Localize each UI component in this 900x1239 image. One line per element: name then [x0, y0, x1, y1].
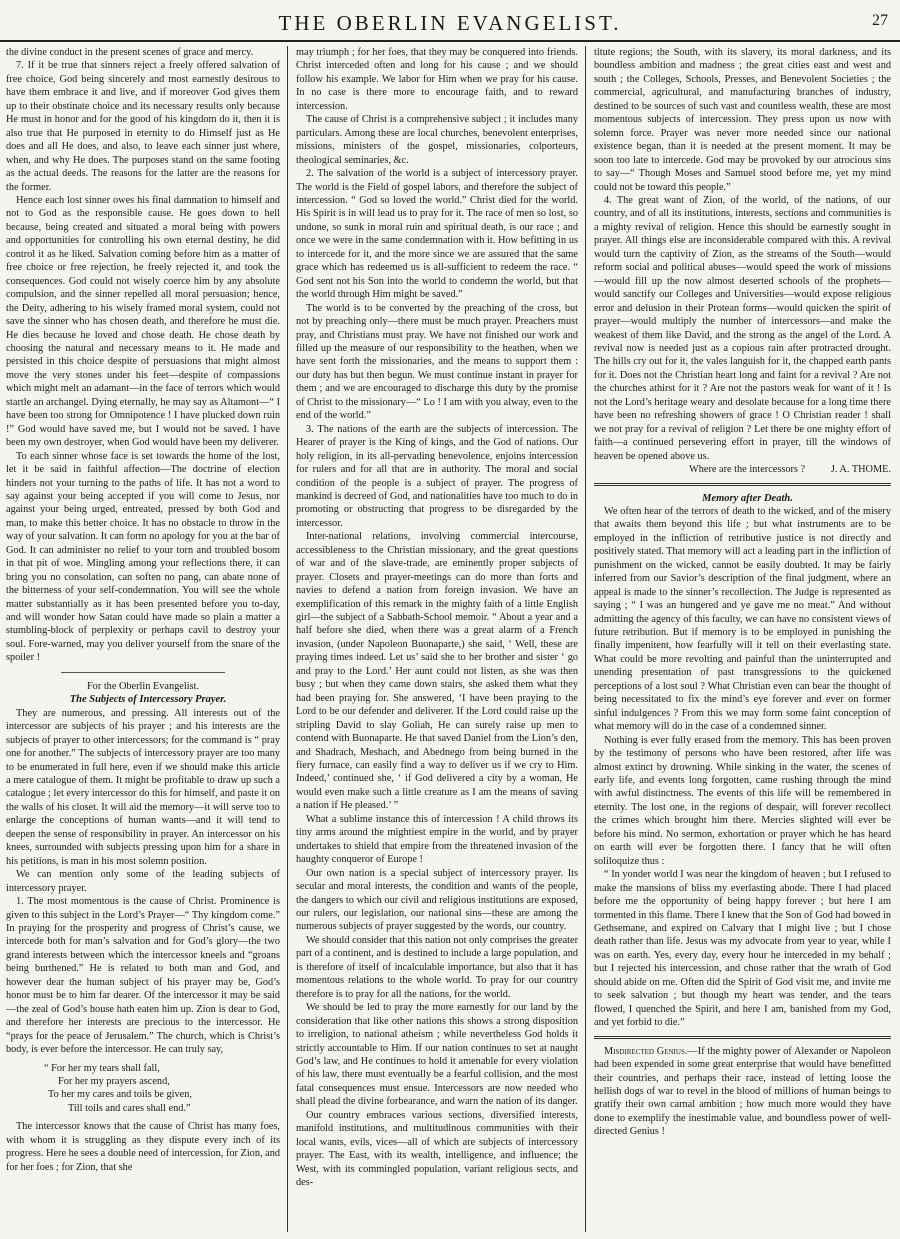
paragraph: 1. The most momentous is the cause of Christ. Prominence is given to this subject in the Lord’s Prayer—“ Thy kingdom come.” In praying for the prosperity and progress of Christ’s cause, we intercede both for man’s salvation and for God’s glory—the two grand interests between which the intercessor kneels and “groans being burthened.” He is related to both man and God, and however dear the human subject of his prayer may be, God’s honor must be to him far dearer. Of the intercessor it may be said—the zeal of God’s house hath eaten him up. Zion is dear to God, and therefore her interests are precious to the intercessor. He “prays for the peace of Jerusalem.” The church, which is Christ’s body, is ever before the intercessor. He can truly say,: [6, 896, 280, 1056]
column-3: [594, 46, 891, 1236]
paragraph: The cause of Christ is a comprehensive subject ; it includes many particulars. Among these are local churches, benevolent enterprises, missions, ministers of the gospel, missionaries, colporteurs, theological seminaries, &c.: [296, 114, 578, 166]
article-title: The Subjects of Intercessory Prayer.: [69, 694, 227, 706]
separator: [594, 483, 891, 486]
column-2: [296, 46, 578, 1236]
paragraph: Inter-national relations, involving commercial intercourse, accessibleness to the Christian missionary, and the great questions of war and of the slave-trade, are eminently proper subjects of prayer. Closets and prayer-meetings can do more than forts and navies to defend a nation from foreign invasion. We have an exemplification of this remark in the mighty faith of a little English girl—the subject of a Sabbath-School memoir. “ About a year and a half before she died, when there was a great alarm of a French invasion, (under Napoleon Buonaparte,) she said, ‘ Well, these are praying times indeed. Let us’ said she to her brother and sister ‘ go and pray to the Lord.’ Her aunt could not listen, as she was then busy ; but when they came down stairs, she asked them what they had been praying for. She answered, ‘I have been praying to the Lord to be our defender and deliverer. If the Lord could raise up the stripling David to slay Goliah, He can surely raise up men to contend with Buonaparte. He that saved Daniel from the Lion’s den, and Shadrach, Meshach, and Abednego from being burned in the fiery furnace, can easily find a way to deliver us if we cry to Him. Indeed,’ continued she, ‘ if God delivered a city by a woman, He would even make such a little creature as I am the means of saving a nation if He pleased.’ ”: [296, 531, 578, 812]
page-header: [0, 0, 900, 42]
page-number: 27: [872, 12, 888, 29]
paragraph: To each sinner whose face is set towards the home of the lost, let it be said in faithful affection—The doctrine of election hinders not your turning to the paths of life. It has not a word to say against your being accepted if you will come to Jesus, nor against your being urged, entreated, pressed by both God and man, to make this better choice. It has no obstacle to throw in the way of your salvation. It can form no apology for you at the bar of God. It can administer no relief to your torn and troubled bosom in that pit of woe. Mingling among your reflections there, it can bring you no consolation, can soften no pang, can abate none of the bitterness of your self-condemnation. You will see the whole matter substantially as it has been presented before you to-day, and will wonder how Satan could have made so plain a matter a stumbling-block of perplexity or perhaps cavil to destroy your soul. Fore-warned, may you deliver yourself from the snare of the spoiler !: [6, 450, 280, 664]
article-title: Memory after Death.: [702, 492, 793, 504]
paragraph: Nothing is ever fully erased from the memory. This has been proven by the testimony of persons who have been restored, after life was almost extinct by drowning. While sinking in the water, the scenes of early life, and events long forgotten, came rushing through the mind with awful distinctness. The events of this life will be remembered in eternity. The lost one, in the regions of despair, will forever recollect the crimes which brought him there. Mercies slighted will ever be before his mind. No sermon, exhortation or prayer which he has heard on earth will ever be forgotten there. I fancy that he will often soliloquize thus :: [594, 734, 891, 867]
paragraph: We should be led to pray the more earnestly for our land by the consideration that like other nations this shows a strong disposition to irreligion, to national atheism ; while nevertheless God holds it strictly accountable to Him. If our nation continues to set at naught God’s law, and He continues to hold it amenable for every violation of his law, there must eventually be a fearful collision, and the most fatal consequences must ensue. Intercessors are now needed who shall plead the divine forbearance, and warn the nation of its danger.: [296, 1002, 578, 1108]
paragraph: may triumph ; for her foes, that they may be conquered into friends. Christ interceded often and long for his cause ; and we should follow his example. We labor for Him when we pray for his cause. In no case is there more to encourage faith, and to reward intercession.: [296, 47, 578, 112]
closing-question: Where are the intercessors ?: [689, 464, 806, 476]
author-signature: J. A. THOME.: [830, 464, 891, 476]
paragraph: They are numerous, and pressing. All interests out of the intercessor are subjects of his prayer ; and his interests are the subjects of prayer to other intercessors; for the command is “ pray one for another.” The subjects of intercessory prayer are too many to be enumerated in full here, even if we should make this article a mere catalogue of them. It might be profitable to draw up such a catalogue ; let every intercessor do this for himself, and paste it on the walls of his closet. It will aid the memory—it will serve too to enlarge the conceptions of human wants—and it will tend to deepen the sense of responsibility in prayer. An intercessor on his knees, surrounded with subjects pressing upon him for a share in his petitions, is man in his most solemn position.: [6, 707, 280, 867]
paragraph: Our own nation is a special subject of intercessory prayer. Its secular and moral interests, the condition and wants of the people, the dangers to which our civil and religious institutions are exposed, our rulers, our legislation, our national sins—these are among the numerous subjects of prayer suggested by the words, our country.: [296, 867, 578, 933]
separator: [594, 1036, 891, 1039]
verse: [6, 1062, 280, 1116]
paragraph-body: —If the mighty power of Alexander or Napoleon had been expended in some great enterprise that would have benefitted their countries, and perhaps their race, instead of letting loose the hellish dogs of war to revel in the blood of millions of human beings to gratify their own carnal ambition ; how much more would they have done to exemplify the inestimable value, and boundless power of well-directed Genius !: [594, 1045, 891, 1138]
verse-line: For her my prayers ascend,: [58, 1075, 170, 1087]
paragraph: The intercessor knows that the cause of Christ has many foes, with whom it is struggling as they dispute every inch of its progress. Here he sees a double need of intercession, for Zion, and for her foes ; for Zion, that she: [6, 1121, 280, 1173]
paragraph: Hence each lost sinner owes his final damnation to himself and not to God as the responsible cause. He goes down to hell because, being created and situated a moral being with powers and opportunities for controlling his own eternal destiny, he did control it as he liked. Salvation coming before him as a matter of free choice or free rejection, he freely rejected it, and took the consequences. God could not wisely coerce him by any absolute compulsion, and the sinner repelled all moral persuasion; hence, the Deity, adhering to his wisely framed moral system, could not save the sinner who has chosen death, and therefore he must die. He dies because he loved and chose death. He chose death by choosing the natural and necessary means to it. He made and persisted in this choice despite of persuasions that might almost move the very stones under his feet—despite of compassions which might melt an adamant—in the face of terrors which would startle an archangel. Dying eternally, he may say as Altamont—“ I have been too strong for Omnipotence ! I have plucked down ruin !” God would have saved me, but I would not be saved. I have been my own destroyer, when God would have been my deliverer.: [6, 194, 280, 449]
paragraph: Our country embraces various sections, diversified interests, manifold institutions, and multitudinous communities with their local wants, evils, vices—all of which are subjects of intercessory prayer. The East, with its wealth, intelligence, and influence; the West, with its commingled population, variant religious sects, and des-: [296, 1109, 578, 1189]
paragraph: 3. The nations of the earth are the subjects of intercession. The Hearer of prayer is the King of kings, and the God of nations. Our holy religion, in its all-pervading benevolence, enjoins intercession for rulers and for all that are in authority. The moral and social condition of the people is a subject of prayer. The progress of mankind is decreed of God, and nationalities have too much to do in promoting or obstructing that progress to be disregarded by the intercessor.: [296, 423, 578, 529]
paragraph-lead: Misdirected Genius.: [604, 1045, 688, 1057]
paragraph: The world is to be converted by the preaching of the cross, but not by preaching only—there must be much prayer. Preachers must pray, and Christians must pray. We have not finished our work and filled up the measure of our responsibility to the heathen, when we have sent forth the missionaries, and the means to support them : our duty has but then begun. We must continue instant in prayer for them ; and we are encouraged to discharge this duty by the promise of Christ to the missionary—“ Lo ! I am with you alway, even to the end of the world.”: [296, 302, 578, 422]
paragraph: the divine conduct in the present scenes of grace and mercy.: [6, 47, 254, 58]
paragraph: What a sublime instance this of intercession ! A child throws its tiny arms around the mightiest empire in the world, and by prayer undertakes to shield that empire from the threatened invasion of the haughty conqueror of Europe !: [296, 813, 578, 866]
paragraph: 2. The salvation of the world is a subject of intercessory prayer. The world is the Field of gospel labors, and therefore the subject of intercession. “ God so loved the world.” Christ died for the world. His Spirit is in will lead us to pray for it. The race of men so lost, so undone, so sunk in moral ruin and spiritual death, is our race ; and once we were in the same condemnation with it. How befitting in us to intercede for it, and the more since we are assured that the same grace which has redeemed us is all-sufficient to redeem the race. “ God sent not his Son into the world to condemn the world, but that the world through Him might be saved.”: [296, 168, 578, 301]
verse-line: To her my cares and toils be given,: [48, 1089, 192, 1101]
paragraph: [594, 1045, 891, 1139]
separator: [61, 672, 225, 673]
page-body: [0, 46, 900, 1236]
paragraph: 7. If it be true that sinners reject a freely offered salvation of free choice, God being sincerely and most earnestly desirous to have them embrace it and live, and if moreover God gives them up to their obstinate choice and its necessary results only because He must in honor and for the good of his kingdom do it, then it is also true that He purposed in eternity to do Himself just as He does and all He does, and also, to leave each sinner just where, when, and why He does. The purposes stand on the same footing as the actual deeds. The reasons for the latter are the reasons for the former.: [6, 60, 280, 193]
paragraph: 4. The great want of Zion, of the world, of the nations, of our country, and of all its institutions, interests, sections and communities is a mighty revival of religion. Hence this should be earnestly sought in prayer. All things else are inconsiderable compared with this. A revival would turn the captivity of Zion, as the streams of the South—would reform social and political abuses—would speed the work of missions—would fill up the now almost deserted schools of the prophets— would sanctify our Colleges and Universities—would expose religious error and delusion in their Protean forms—would quicken the spirit of prayer—would multiply the number of intercessors—and make the weakest of them like David, and the strong as the angel of the Lord. A revival now is needed just as a copious rain after protracted drought. The hills cry out for it, the vales languish for it, the chapped earth pants for it. Does not the Christian heart long and faint for a revival ? Are not the churches athirst for it ? Are not the pastors weak for want of it ! Is not the Lord’s heritage weary and desolate because for a long time there have been no refreshing showers of grace ! O Christian reader ! shall we not pray for a revival of religion ? Let there be one mighty effort of faith—a continued persevering effort in prayer, till the windows of heaven be opened above us.: [594, 194, 891, 462]
attribution-line: For the Oberlin Evangelist.: [86, 680, 200, 692]
paragraph: We often hear of the terrors of death to the wicked, and of the misery that awaits them beyond this life ; but what instruments are to be employed in the infliction of retributive justice is not directly and positively stated. That memory will act a leading part in the infliction of punishment on the wicked, cannot be easily doubted. It may be fairly inferred from our Savior’s description of the final judgment, where an appeal is made to the sinner’s recollection. The Judge is represented as saying ; “ I was an hungered and ye gave me no meat.” And without admitting the agency of this faculty, we can have no consistent views of future retribution. But if memory is to be employed in punishing the finally impenitent, how fearfully will it tell on their everlasting state. What could be more revolting and painful than the uninterrupted and unending presentation of past transgressions to the quickened perceptions of a lost soul ? What Christian even can bear the thought of being necessitated to fix the mind’s eye forever and ever on former sinful indulgences ? From this we may form some faint conception of what memory will do in the case of a condemned sinner.: [594, 505, 891, 733]
verse-line: Till toils and cares shall end.”: [68, 1102, 191, 1114]
paragraph: We should consider that this nation not only comprises the greater part of a continent, and is destined to include a large population, and is therefore of itself of incalculable importance, but also that it has momentous relations to the whole world. To pray for our country therefore is to pray for all the nations, for the world.: [296, 934, 578, 1000]
masthead-title: THE OBERLIN EVANGELIST.: [278, 11, 622, 35]
column-1: [6, 46, 280, 1236]
paragraph: We can mention only some of the leading subjects of intercessory prayer.: [6, 869, 280, 894]
paragraph: “ In yonder world I was near the kingdom of heaven ; but I refused to make the mansions of bliss my everlasting abode. There I had placed before me the opportunity of being happy forever ; but here I am tormented in this flame. There I knew that the Son of God had bowed in Gethsemane, and expired on Calvary that I might live ; but I chose death rather than life. Jesus was my advocate from year to year, while I was on earth. Yes, every day, every hour he interceded in my behalf ; but I rejected his intercession, and chose rather that the wrath of God should abide on me. Often did the Spirit of God visit me, and invite me to seek salvation ; but though my heart was tender, and the tears flowed, I quenched the Spirit, and here I am, banished from my God, and yet forbid to die.”: [594, 869, 891, 1029]
paragraph: titute regions; the South, with its slavery, its moral darkness, and its boundless ambition and madness ; the great cities east and west and south ; the Colleges, Schools, Presses, and Benevolent Societies ; the commercial, agricultural, and manufacturing branches of industry, destined to be sources of such vast and countless wealth, these are most momentous subjects of intercession. They press upon us now with solemn force. Prayer was never more needed since our national existence began, than it is needed at the present moment. It may be soon too late to intercede. God may be provoked by our atrocious sins to say—“ Though Moses and Samuel stood before me, yet my mind could not be toward this people.”: [594, 47, 891, 193]
signature-line: [594, 463, 891, 476]
verse-line: “ For her my tears shall fall,: [44, 1062, 160, 1074]
